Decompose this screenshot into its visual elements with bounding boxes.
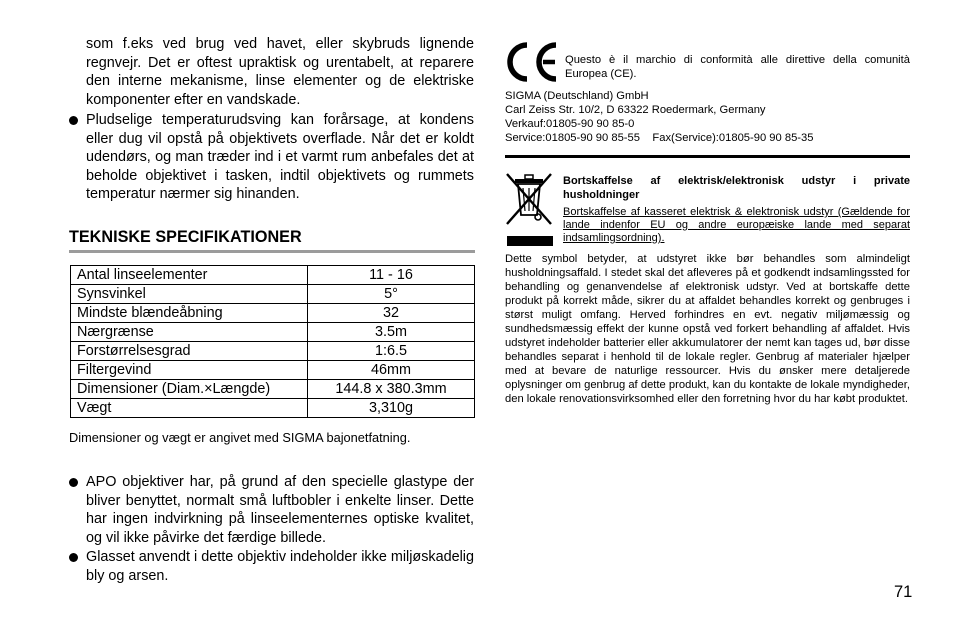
table-row xyxy=(71,361,475,380)
table-row xyxy=(71,266,475,285)
spec-value: 3.5m xyxy=(308,323,475,342)
apo-text: APO objektiver har, på grund af den specielle glastype der bliver benyttet, normalt små luftbobler i enkelte linser. Dette har ingen indvirkning på linseelementernes optiske kvalitet, og vil ikke påvirke det færdige billede. xyxy=(86,474,474,546)
bullet-icon xyxy=(69,478,78,487)
address-line: Service:01805-90 90 85-55 Fax(Service):01805-90 90 85-35 xyxy=(505,132,814,144)
spec-value: 46mm xyxy=(308,361,475,380)
table-row xyxy=(71,399,475,418)
spec-label: Forstørrelsesgrad xyxy=(71,342,308,361)
table-row xyxy=(71,380,475,399)
spec-label: Filtergevind xyxy=(71,361,308,380)
contact-address xyxy=(505,89,813,145)
glass-text: Glasset anvendt i dette objektiv indeholder ikke miljøskadelig bly og arsen. xyxy=(86,549,474,584)
page-number: 71 xyxy=(894,583,913,601)
left-column-bottom xyxy=(69,473,474,585)
spec-value: 32 xyxy=(308,304,475,323)
table-row xyxy=(71,285,475,304)
apo-bullet xyxy=(69,473,474,547)
dimensions-note: Dimensioner og vægt er angivet med SIGMA bajonetfatning. xyxy=(69,430,411,445)
ce-conformity-text: Questo è il marchio di conformità alle direttive della comunità Europea (CE). xyxy=(565,54,910,80)
spec-label: Nærgrænse xyxy=(71,323,308,342)
condensation-bullet xyxy=(69,111,474,204)
spec-value: 5° xyxy=(308,285,475,304)
bullet-icon xyxy=(69,116,78,125)
address-line: Carl Zeiss Str. 10/2, D 63322 Roedermark, Germany xyxy=(505,104,766,116)
spec-label: Vægt xyxy=(71,399,308,418)
condensation-text: Pludselige temperaturudsving kan forårsage, at kondens eller dug vil opstå på objektivets overflade. Når det er koldt udendørs, og man træder ind i et varmt rum anbefales det at beholde objektivet i tasken, indtil objektivets og rummets temperatur nærmer sig hinanden. xyxy=(86,112,474,202)
spec-value: 1:6.5 xyxy=(308,342,475,361)
spec-value: 144.8 x 380.3mm xyxy=(308,380,475,399)
left-column-top xyxy=(69,35,474,204)
ce-mark-icon xyxy=(505,41,560,83)
bullet-icon xyxy=(69,553,78,562)
table-row xyxy=(71,323,475,342)
spec-label: Dimensioner (Diam.×Længde) xyxy=(71,380,308,399)
spec-label: Mindste blændeåbning xyxy=(71,304,308,323)
address-line: SIGMA (Deutschland) GmbH xyxy=(505,90,649,102)
spec-value: 3,310g xyxy=(308,399,475,418)
table-row xyxy=(71,342,475,361)
spec-label: Synsvinkel xyxy=(71,285,308,304)
glass-bullet xyxy=(69,548,474,585)
water-damage-paragraph: som f.eks ved brug ved havet, eller skybruds lignende regnvejr. Det er oftest upraktisk og urentabelt, at reparere den interne mekanisme, linse elementer og de elektriske komponenter efter en vandskade. xyxy=(86,36,474,108)
weee-title: Bortskaffelse af elektrisk/elektronisk udstyr i private husholdninger xyxy=(563,175,910,201)
spec-value: 11 - 16 xyxy=(308,266,475,285)
weee-subtitle: Bortskaffelse af kasseret elektrisk & elektronisk udstyr (Gældende for lande indenfor EU og andre europæiske lande med separat indsamlingsordning). xyxy=(563,206,910,244)
weee-body-text: Dette symbol betyder, at udstyret ikke bør behandles som almindeligt husholdningsaffald. I stedet skal det afleveres på et godkendt indsamlingssted for behandling og genanvendelse af elektronisk udstyr. Ved at bortskaffe dette produkt på korrekt måde, sikrer du at affaldet behandles korrekt og genbruges i størst muligt omfang. Herved forhindres en evt. negativ miljømæssig og sundhedsmæssig effekt der kunne opstå ved forkert behandling af affaldet. Hvis udstyret indeholder batterier eller akkumulatorer der nemt kan tages ud, bør disse behandles separat i henhold til de lokale regler. Genbrug af materialer hjælper med at bevare de naturlige ressourcer. Hvis du ønsker mere detaljerede oplysninger om genbrug af dette produkt, kan du kontakte de lokale myndigheder, den lokale renovationsvirksomhed eller den forretning hvor du har købt produktet. xyxy=(505,253,910,405)
address-line: Verkauf:01805-90 90 85-0 xyxy=(505,118,635,130)
spec-label: Antal linseelementer xyxy=(71,266,308,285)
section-title: TEKNISKE SPECIFIKATIONER xyxy=(69,228,302,246)
crossed-bin-icon xyxy=(505,170,553,248)
table-row xyxy=(71,304,475,323)
specifications-table xyxy=(70,265,475,418)
right-divider xyxy=(505,155,910,158)
section-divider xyxy=(69,250,475,253)
